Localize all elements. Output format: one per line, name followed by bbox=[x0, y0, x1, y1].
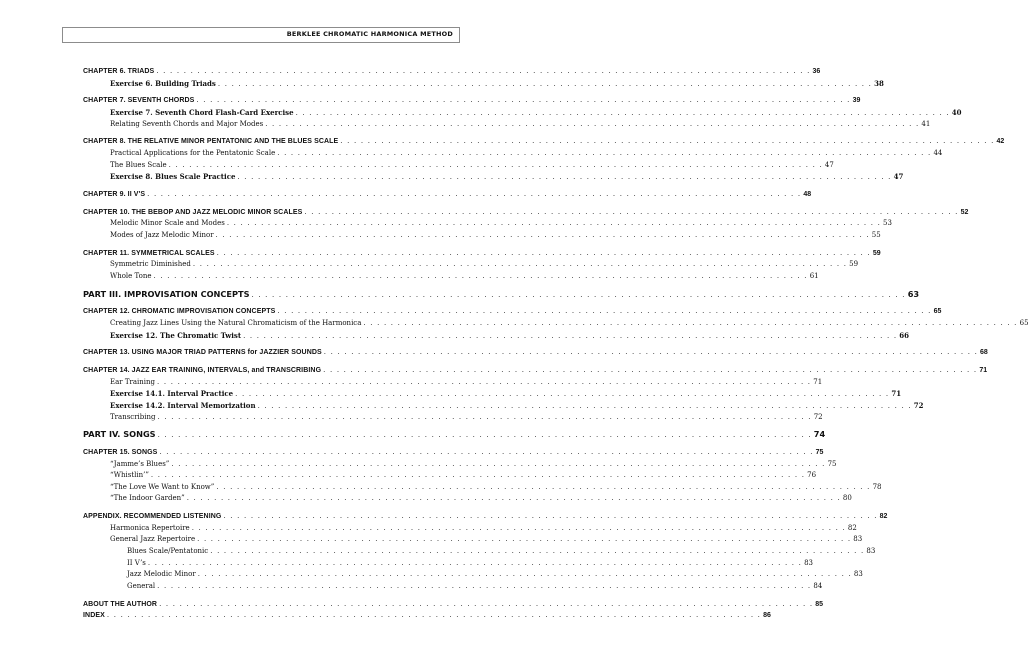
toc-entry-title: Melodic Minor Scale and Modes bbox=[110, 219, 225, 228]
toc-entry-title: The Blues Scale bbox=[110, 160, 167, 169]
toc-section-entry[interactable] bbox=[83, 482, 882, 494]
toc-dot-leader: . . . . . . . . . . . . . . . . . . . . . . . . . . . . . . . . . . . . . . . . . . . . . . . . . . . . . . . . . . . . . . . . . . . . . . . . . . . . . . . . . . . . . . . . . . . . . . . . bbox=[159, 448, 814, 457]
toc-entry-title: Exercise 14.2. Interval Memorization bbox=[110, 400, 256, 410]
toc-page-number: 78 bbox=[872, 482, 882, 491]
toc-dot-leader: . . . . . . . . . . . . . . . . . . . . . . . . . . . . . . . . . . . . . . . . . . . . . . . . . . . . . . . . . . . . . . . . . . . . . . . . . . . . . . . . . . . . . . . . . . . . . . . . bbox=[153, 271, 808, 280]
toc-dot-leader: . . . . . . . . . . . . . . . . . . . . . . . . . . . . . . . . . . . . . . . . . . . . . . . . . . . . . . . . . . . . . . . . . . . . . . . . . . . . . . . . . . . . . . . . . . . . . . . . bbox=[197, 570, 852, 579]
toc-entry-title: “Jamme’s Blues” bbox=[110, 459, 170, 468]
toc-chapter-entry[interactable] bbox=[83, 347, 988, 359]
toc-chapter-entry[interactable] bbox=[83, 599, 824, 611]
toc-page-number: 83 bbox=[804, 558, 814, 567]
toc-dot-leader: . . . . . . . . . . . . . . . . . . . . . . . . . . . . . . . . . . . . . . . . . . . . . . . . . . . . . . . . . . . . . . . . . . . . . . . . . . . . . . . . . . . . . . . . . . . . . . . . bbox=[226, 219, 882, 228]
toc-entry-title: Blues Scale/Pentatonic bbox=[127, 547, 209, 556]
toc-section-entry[interactable] bbox=[83, 271, 819, 283]
toc-dot-leader: . . . . . . . . . . . . . . . . . . . . . . . . . . . . . . . . . . . . . . . . . . . . . . . . . . . . . . . . . . . . . . . . . . . . . . . . . . . . . . . . . . . . . . . . . . . . . . . . bbox=[147, 189, 802, 198]
toc-subsection-entry[interactable] bbox=[83, 569, 863, 581]
toc-entry-title: CHAPTER 8. THE RELATIVE MINOR PENTATONIC AND THE BLUES SCALE bbox=[83, 138, 339, 146]
toc-dot-leader: . . . . . . . . . . . . . . . . . . . . . . . . . . . . . . . . . . . . . . . . . . . . . . . . . . . . . . . . . . . . . . . . . . . . . . . . . . . . . . . . . . . . . . . . . . . . . . . . bbox=[215, 230, 870, 239]
toc-subsection-entry[interactable] bbox=[83, 581, 823, 593]
toc-entry-title: “The Indoor Garden” bbox=[110, 494, 185, 503]
toc-section-entry[interactable] bbox=[83, 160, 834, 172]
toc-entry-title: Ear Training bbox=[110, 377, 156, 386]
toc-chapter-entry[interactable] bbox=[83, 306, 942, 318]
toc-entry-title: Exercise 12. The Chromatic Twist bbox=[110, 330, 242, 340]
toc-exercise-entry[interactable] bbox=[83, 388, 902, 400]
toc-chapter-entry[interactable] bbox=[83, 248, 881, 260]
toc-entry-title: CHAPTER 9. II V'S bbox=[83, 190, 146, 198]
toc-dot-leader: . . . . . . . . . . . . . . . . . . . . . . . . . . . . . . . . . . . . . . . . . . . . . . . . . . . . . . . . . . . . . . . . . . . . . . . . . . . . . . . . . . . . . . . . . . . . . . . . bbox=[340, 137, 995, 146]
toc-chapter-entry[interactable] bbox=[83, 207, 969, 219]
toc-dot-leader: . . . . . . . . . . . . . . . . . . . . . . . . . . . . . . . . . . . . . . . . . . . . . . . . . . . . . . . . . . . . . . . . . . . . . . . . . . . . . . . . . . . . . . . . . . . . . . . . bbox=[210, 547, 865, 556]
toc-dot-leader: . . . . . . . . . . . . . . . . . . . . . . . . . . . . . . . . . . . . . . . . . . . . . . . . . . . . . . . . . . . . . . . . . . . . . . . . . . . . . . . . . . . . . . . . . . . . . . . . bbox=[217, 79, 873, 88]
toc-entry-title: “Whistlin’” bbox=[110, 471, 149, 480]
toc-entry-title: PART IV. SONGS bbox=[83, 429, 156, 440]
toc-entry-title: ABOUT THE AUTHOR bbox=[83, 600, 158, 608]
toc-entry-title: CHAPTER 12. CHROMATIC IMPROVISATION CONCEPTS bbox=[83, 308, 276, 316]
table-of-contents bbox=[83, 66, 1029, 622]
toc-entry-title: Relating Seventh Chords and Major Modes bbox=[110, 119, 264, 128]
toc-page-number: 86 bbox=[763, 612, 771, 620]
toc-page-number: 71 bbox=[891, 389, 902, 399]
toc-dot-leader: . . . . . . . . . . . . . . . . . . . . . . . . . . . . . . . . . . . . . . . . . . . . . . . . . . . . . . . . . . . . . . . . . . . . . . . . . . . . . . . . . . . . . . . . . . . . . . . . bbox=[157, 431, 812, 440]
toc-chapter-entry[interactable] bbox=[83, 511, 888, 523]
toc-exercise-entry[interactable] bbox=[83, 107, 962, 119]
toc-page-number: 85 bbox=[815, 600, 824, 608]
toc-page-number: 80 bbox=[842, 494, 852, 503]
toc-entry-title: Exercise 7. Seventh Chord Flash-Card Exercise bbox=[110, 107, 294, 117]
toc-page-number: 76 bbox=[807, 471, 817, 480]
toc-dot-leader: . . . . . . . . . . . . . . . . . . . . . . . . . . . . . . . . . . . . . . . . . . . . . . . . . . . . . . . . . . . . . . . . . . . . . . . . . . . . . . . . . . . . . . . . . . . . . . . . bbox=[192, 260, 848, 269]
toc-entry-title: Symmetric Diminished bbox=[110, 260, 191, 269]
toc-entry-title: CHAPTER 11. SYMMETRICAL SCALES bbox=[83, 249, 215, 257]
toc-entry-title: Harmonica Repertoire bbox=[110, 523, 190, 532]
toc-dot-leader: . . . . . . . . . . . . . . . . . . . . . . . . . . . . . . . . . . . . . . . . . . . . . . . . . . . . . . . . . . . . . . . . . . . . . . . . . . . . . . . . . . . . . . . . . . . . . . . . bbox=[243, 331, 898, 340]
toc-dot-leader: . . . . . . . . . . . . . . . . . . . . . . . . . . . . . . . . . . . . . . . . . . . . . . . . . . . . . . . . . . . . . . . . . . . . . . . . . . . . . . . . . . . . . . . . . . . . . . . . bbox=[223, 512, 878, 521]
toc-dot-leader: . . . . . . . . . . . . . . . . . . . . . . . . . . . . . . . . . . . . . . . . . . . . . . . . . . . . . . . . . . . . . . . . . . . . . . . . . . . . . . . . . . . . . . . . . . . . . . . . bbox=[157, 412, 812, 421]
toc-page-number: 83 bbox=[866, 547, 876, 556]
toc-page-number: 74 bbox=[813, 429, 826, 440]
toc-dot-leader: . . . . . . . . . . . . . . . . . . . . . . . . . . . . . . . . . . . . . . . . . . . . . . . . . . . . . . . . . . . . . . . . . . . . . . . . . . . . . . . . . . . . . . . . . . . . . . . . bbox=[147, 558, 803, 567]
toc-chapter-entry[interactable] bbox=[83, 66, 821, 78]
toc-dot-leader: . . . . . . . . . . . . . . . . . . . . . . . . . . . . . . . . . . . . . . . . . . . . . . . . . . . . . . . . . . . . . . . . . . . . . . . . . . . . . . . . . . . . . . . . . . . . . . . . bbox=[157, 377, 812, 386]
toc-exercise-entry[interactable] bbox=[83, 171, 904, 183]
toc-dot-leader: . . . . . . . . . . . . . . . . . . . . . . . . . . . . . . . . . . . . . . . . . . . . . . . . . . . . . . . . . . . . . . . . . . . . . . . . . . . . . . . . . . . . . . . . . . . . . . . . bbox=[150, 471, 806, 480]
toc-page-number: 48 bbox=[803, 190, 812, 198]
toc-page-number: 72 bbox=[813, 412, 823, 421]
toc-dot-leader: . . . . . . . . . . . . . . . . . . . . . . . . . . . . . . . . . . . . . . . . . . . . . . . . . . . . . . . . . . . . . . . . . . . . . . . . . . . . . . . . . . . . . . . . . . . . . . . . bbox=[304, 207, 959, 216]
toc-dot-leader: . . . . . . . . . . . . . . . . . . . . . . . . . . . . . . . . . . . . . . . . . . . . . . . . . . . . . . . . . . . . . . . . . . . . . . . . . . . . . . . . . . . . . . . . . . . . . . . . bbox=[363, 319, 1018, 327]
toc-chapter-entry[interactable] bbox=[83, 447, 824, 459]
toc-page-number: 52 bbox=[960, 208, 969, 216]
toc-entry-title: Jazz Melodic Minor bbox=[127, 570, 196, 579]
toc-entry-title: CHAPTER 6. TRIADS bbox=[83, 68, 155, 75]
toc-page-number: 72 bbox=[913, 400, 924, 410]
toc-section-entry[interactable] bbox=[83, 218, 892, 230]
toc-dot-leader: . . . . . . . . . . . . . . . . . . . . . . . . . . . . . . . . . . . . . . . . . . . . . . . . . . . . . . . . . . . . . . . . . . . . . . . . . . . . . . . . . . . . . . . . . . . . . . . . bbox=[106, 611, 762, 620]
toc-entry-title: CHAPTER 14. JAZZ EAR TRAINING, INTERVALS, and TRANSCRIBING bbox=[83, 367, 322, 375]
toc-page-number: 42 bbox=[996, 138, 1005, 146]
toc-page-number: 63 bbox=[907, 288, 920, 299]
toc-page-number: 47 bbox=[893, 172, 904, 182]
toc-entry-title: “The Love We Want to Know” bbox=[110, 482, 215, 491]
toc-entry-title: Creating Jazz Lines Using the Natural Chromaticism of the Harmonica bbox=[110, 319, 362, 327]
toc-page-number: 71 bbox=[979, 367, 988, 375]
toc-page-number: 53 bbox=[883, 219, 892, 228]
toc-dot-leader: . . . . . . . . . . . . . . . . . . . . . . . . . . . . . . . . . . . . . . . . . . . . . . . . . . . . . . . . . . . . . . . . . . . . . . . . . . . . . . . . . . . . . . . . . . . . . . . . bbox=[237, 173, 892, 182]
toc-chapter-entry[interactable] bbox=[83, 610, 771, 622]
toc-entry-title: General Jazz Repertoire bbox=[110, 535, 196, 544]
toc-exercise-entry[interactable] bbox=[83, 78, 884, 90]
toc-dot-leader: . . . . . . . . . . . . . . . . . . . . . . . . . . . . . . . . . . . . . . . . . . . . . . . . . . . . . . . . . . . . . . . . . . . . . . . . . . . . . . . . . . . . . . . . . . . . . . . . bbox=[323, 348, 978, 357]
toc-entry-title: Modes of Jazz Melodic Minor bbox=[110, 230, 214, 239]
toc-dot-leader: . . . . . . . . . . . . . . . . . . . . . . . . . . . . . . . . . . . . . . . . . . . . . . . . . . . . . . . . . . . . . . . . . . . . . . . . . . . . . . . . . . . . . . . . . . . . . . . . bbox=[277, 148, 932, 157]
toc-dot-leader: . . . . . . . . . . . . . . . . . . . . . . . . . . . . . . . . . . . . . . . . . . . . . . . . . . . . . . . . . . . . . . . . . . . . . . . . . . . . . . . . . . . . . . . . . . . . . . . . bbox=[171, 459, 826, 468]
toc-section-entry[interactable] bbox=[83, 412, 823, 424]
toc-dot-leader: . . . . . . . . . . . . . . . . . . . . . . . . . . . . . . . . . . . . . . . . . . . . . . . . . . . . . . . . . . . . . . . . . . . . . . . . . . . . . . . . . . . . . . . . . . . . . . . . bbox=[323, 366, 978, 375]
toc-entry-title: II V’s bbox=[127, 558, 146, 567]
toc-chapter-entry[interactable] bbox=[83, 189, 812, 201]
toc-entry-title: CHAPTER 7. SEVENTH CHORDS bbox=[83, 97, 195, 105]
running-header-title: BERKLEE CHROMATIC HARMONICA METHOD bbox=[286, 30, 453, 38]
toc-part-entry[interactable] bbox=[83, 429, 826, 441]
toc-entry-title: APPENDIX. RECOMMENDED LISTENING bbox=[83, 513, 222, 521]
toc-page-number: 38 bbox=[874, 78, 884, 88]
toc-dot-leader: . . . . . . . . . . . . . . . . . . . . . . . . . . . . . . . . . . . . . . . . . . . . . . . . . . . . . . . . . . . . . . . . . . . . . . . . . . . . . . . . . . . . . . . . . . . . . . . . bbox=[216, 248, 871, 257]
toc-page-number: 82 bbox=[847, 523, 857, 532]
toc-entry-title: Practical Applications for the Pentatonic Scale bbox=[110, 148, 276, 157]
toc-dot-leader: . . . . . . . . . . . . . . . . . . . . . . . . . . . . . . . . . . . . . . . . . . . . . . . . . . . . . . . . . . . . . . . . . . . . . . . . . . . . . . . . . . . . . . . . . . . . . . . . bbox=[168, 160, 823, 169]
toc-entry-title: CHAPTER 15. SONGS bbox=[83, 449, 158, 457]
toc-subsection-entry[interactable] bbox=[83, 546, 876, 558]
toc-page-number: 59 bbox=[872, 249, 881, 257]
toc-page-number: 84 bbox=[813, 581, 823, 590]
toc-part-entry[interactable] bbox=[83, 288, 920, 301]
toc-dot-leader: . . . . . . . . . . . . . . . . . . . . . . . . . . . . . . . . . . . . . . . . . . . . . . . . . . . . . . . . . . . . . . . . . . . . . . . . . . . . . . . . . . . . . . . . . . . . . . . . bbox=[186, 494, 841, 503]
toc-dot-leader: . . . . . . . . . . . . . . . . . . . . . . . . . . . . . . . . . . . . . . . . . . . . . . . . . . . . . . . . . . . . . . . . . . . . . . . . . . . . . . . . . . . . . . . . . . . . . . . . bbox=[265, 119, 920, 128]
toc-chapter-entry[interactable] bbox=[83, 136, 1005, 148]
toc-entry-title: Exercise 6. Building Triads bbox=[110, 78, 216, 88]
toc-entry-title: General bbox=[127, 581, 156, 590]
toc-page-number: 82 bbox=[879, 513, 888, 521]
toc-section-entry[interactable] bbox=[83, 318, 1029, 330]
toc-page-number: 47 bbox=[824, 160, 834, 169]
toc-dot-leader: . . . . . . . . . . . . . . . . . . . . . . . . . . . . . . . . . . . . . . . . . . . . . . . . . . . . . . . . . . . . . . . . . . . . . . . . . . . . . . . . . . . . . . . . . . . . . . . . bbox=[277, 307, 932, 316]
toc-entry-title: CHAPTER 13. USING MAJOR TRIAD PATTERNS for JAZZIER SOUNDS bbox=[83, 349, 322, 357]
toc-section-entry[interactable] bbox=[83, 148, 943, 160]
toc-page-number: 41 bbox=[921, 119, 931, 128]
toc-page-number: 39 bbox=[852, 97, 861, 105]
toc-page-number: 36 bbox=[812, 68, 821, 75]
toc-dot-leader: . . . . . . . . . . . . . . . . . . . . . . . . . . . . . . . . . . . . . . . . . . . . . . . . . . . . . . . . . . . . . . . . . . . . . . . . . . . . . . . . . . . . . . . . . . . . . . . . bbox=[235, 390, 890, 399]
toc-entry-title: INDEX bbox=[83, 612, 105, 620]
toc-exercise-entry[interactable] bbox=[83, 330, 910, 342]
toc-page-number: 59 bbox=[849, 260, 859, 269]
toc-section-entry[interactable] bbox=[83, 470, 817, 482]
toc-entry-title: Whole Tone bbox=[110, 271, 152, 280]
running-header bbox=[62, 27, 460, 43]
toc-dot-leader: . . . . . . . . . . . . . . . . . . . . . . . . . . . . . . . . . . . . . . . . . . . . . . . . . . . . . . . . . . . . . . . . . . . . . . . . . . . . . . . . . . . . . . . . . . . . . . . . bbox=[295, 108, 950, 117]
toc-chapter-entry[interactable] bbox=[83, 365, 988, 377]
toc-section-entry[interactable] bbox=[83, 493, 852, 505]
toc-section-entry[interactable] bbox=[83, 534, 863, 546]
toc-page-number: 44 bbox=[933, 148, 943, 157]
toc-section-entry[interactable] bbox=[83, 119, 931, 131]
toc-exercise-entry[interactable] bbox=[83, 400, 924, 412]
toc-dot-leader: . . . . . . . . . . . . . . . . . . . . . . . . . . . . . . . . . . . . . . . . . . . . . . . . . . . . . . . . . . . . . . . . . . . . . . . . . . . . . . . . . . . . . . . . . . . . . . . . bbox=[197, 535, 852, 544]
toc-dot-leader: . . . . . . . . . . . . . . . . . . . . . . . . . . . . . . . . . . . . . . . . . . . . . . . . . . . . . . . . . . . . . . . . . . . . . . . . . . . . . . . . . . . . . . . . . . . . . . . . bbox=[157, 581, 812, 590]
toc-section-entry[interactable] bbox=[83, 459, 837, 471]
toc-dot-leader: . . . . . . . . . . . . . . . . . . . . . . . . . . . . . . . . . . . . . . . . . . . . . . . . . . . . . . . . . . . . . . . . . . . . . . . . . . . . . . . . . . . . . . . . . . . . . . . . bbox=[159, 599, 814, 608]
toc-entry-title: Exercise 8. Blues Scale Practice bbox=[110, 172, 236, 182]
toc-page-number: 40 bbox=[951, 107, 962, 117]
toc-section-entry[interactable] bbox=[83, 259, 859, 271]
toc-dot-leader: . . . . . . . . . . . . . . . . . . . . . . . . . . . . . . . . . . . . . . . . . . . . . . . . . . . . . . . . . . . . . . . . . . . . . . . . . . . . . . . . . . . . . . . . . . . . . . . . bbox=[251, 290, 906, 299]
toc-dot-leader: . . . . . . . . . . . . . . . . . . . . . . . . . . . . . . . . . . . . . . . . . . . . . . . . . . . . . . . . . . . . . . . . . . . . . . . . . . . . . . . . . . . . . . . . . . . . . . . . bbox=[216, 482, 871, 491]
toc-page-number: 83 bbox=[853, 535, 863, 544]
toc-entry-title: CHAPTER 10. THE BEBOP AND JAZZ MELODIC MINOR SCALES bbox=[83, 208, 303, 216]
toc-page-number: 75 bbox=[815, 449, 824, 457]
toc-page-number: 61 bbox=[809, 271, 819, 280]
toc-page-number: 83 bbox=[853, 570, 863, 579]
toc-page-number: 66 bbox=[899, 330, 910, 340]
toc-page-number: 65 bbox=[933, 308, 942, 316]
toc-section-entry[interactable] bbox=[83, 523, 857, 535]
toc-entry-title: Exercise 14.1. Interval Practice bbox=[110, 389, 234, 399]
toc-entry-title: Transcribing bbox=[110, 412, 156, 421]
toc-page-number: 71 bbox=[813, 377, 823, 386]
toc-page-number: 68 bbox=[980, 349, 988, 357]
toc-section-entry[interactable] bbox=[83, 377, 823, 389]
toc-dot-leader: . . . . . . . . . . . . . . . . . . . . . . . . . . . . . . . . . . . . . . . . . . . . . . . . . . . . . . . . . . . . . . . . . . . . . . . . . . . . . . . . . . . . . . . . . . . . . . . . bbox=[191, 523, 846, 532]
toc-page-number: 65 bbox=[1019, 319, 1029, 327]
toc-section-entry[interactable] bbox=[83, 230, 881, 242]
toc-dot-leader: . . . . . . . . . . . . . . . . . . . . . . . . . . . . . . . . . . . . . . . . . . . . . . . . . . . . . . . . . . . . . . . . . . . . . . . . . . . . . . . . . . . . . . . . . . . . . . . . bbox=[196, 96, 851, 105]
toc-dot-leader: . . . . . . . . . . . . . . . . . . . . . . . . . . . . . . . . . . . . . . . . . . . . . . . . . . . . . . . . . . . . . . . . . . . . . . . . . . . . . . . . . . . . . . . . . . . . . . . . bbox=[156, 67, 811, 75]
toc-chapter-entry[interactable] bbox=[83, 95, 861, 107]
toc-page-number: 55 bbox=[871, 230, 881, 239]
toc-dot-leader: . . . . . . . . . . . . . . . . . . . . . . . . . . . . . . . . . . . . . . . . . . . . . . . . . . . . . . . . . . . . . . . . . . . . . . . . . . . . . . . . . . . . . . . . . . . . . . . . bbox=[257, 401, 912, 410]
toc-page-number: 75 bbox=[827, 459, 837, 468]
toc-entry-title: PART III. IMPROVISATION CONCEPTS bbox=[83, 288, 250, 299]
toc-subsection-entry[interactable] bbox=[83, 558, 814, 570]
